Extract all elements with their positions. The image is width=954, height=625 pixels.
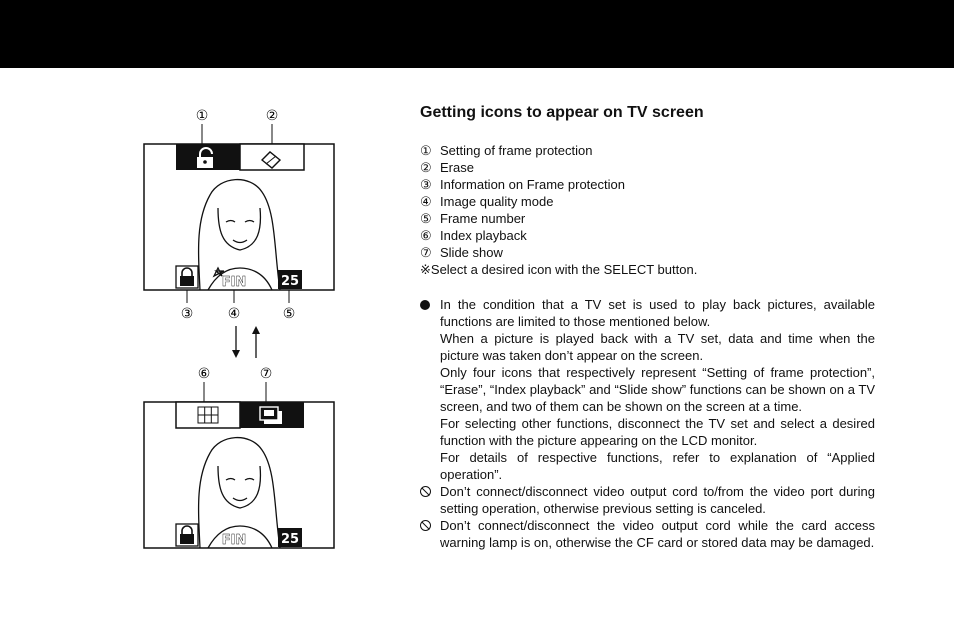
caution-1: Don’t connect/disconnect video output cord to/from the video port during setting operation, otherwise previous setting is canceled. xyxy=(420,483,875,517)
arrow-up-icon xyxy=(252,326,260,358)
quality-mode-label: FIN xyxy=(221,275,247,290)
callout-4: ④ xyxy=(227,306,241,322)
callout-5: ⑤ xyxy=(282,306,296,322)
bullet-icon xyxy=(420,300,430,310)
instructions xyxy=(420,104,875,551)
caution-2: Don’t connect/disconnect the video output cord while the card access warning lamp is on, otherwise the CF card or stored data may be damaged. xyxy=(420,517,875,551)
paragraph: For details of respective functions, refer to explanation of “Applied operation”. xyxy=(440,450,875,482)
callout-3: ③ xyxy=(180,306,194,322)
frame-number-bottom: 25 xyxy=(280,532,300,547)
prohibition-icon xyxy=(420,486,431,497)
tv-playback-notes xyxy=(420,296,875,483)
tv-screen-illustration xyxy=(140,100,340,560)
header-bar xyxy=(0,0,954,68)
list-item: ⑦ Slide show xyxy=(420,245,503,260)
callout-7: ⑦ xyxy=(259,366,273,382)
paragraph: When a picture is played back with a TV set, data and time when the picture was taken don’t appear on the screen. xyxy=(440,331,875,363)
frame-number: 25 xyxy=(280,274,300,289)
paragraph: Only four icons that respectively represent “Setting of frame protection”, “Erase”, “Index playback” and “Slide show” functions can be shown on a TV screen, and two of them can be shown on the screen at a time. xyxy=(440,365,875,414)
page-title: Getting icons to appear on TV screen xyxy=(420,104,704,121)
list-item: ① Setting of frame protection xyxy=(420,143,593,158)
quality-mode-label-bottom: FIN xyxy=(221,533,247,548)
list-item: ⑤ Frame number xyxy=(420,211,526,226)
erase-icon-box xyxy=(240,144,304,170)
arrow-down-icon xyxy=(232,326,240,358)
tv-screen-diagram xyxy=(140,100,340,560)
callout-2: ② xyxy=(265,108,279,124)
list-item: ④ Image quality mode xyxy=(420,194,554,209)
list-item: ② Erase xyxy=(420,160,474,175)
list-item: ③ Information on Frame protection xyxy=(420,177,625,192)
icon-legend xyxy=(420,142,875,261)
list-item: ⑥ Index playback xyxy=(420,228,527,243)
prohibition-icon xyxy=(420,520,431,531)
paragraph: In the condition that a TV set is used to play back pictures, available functions are limited to those mentioned below. xyxy=(440,297,875,329)
paragraph: For selecting other functions, disconnect the TV set and select a desired function with the picture appearing on the LCD monitor. xyxy=(440,416,875,448)
callout-1: ① xyxy=(195,108,209,124)
select-note: ※Select a desired icon with the SELECT button. xyxy=(420,262,698,277)
callout-6: ⑥ xyxy=(197,366,211,382)
